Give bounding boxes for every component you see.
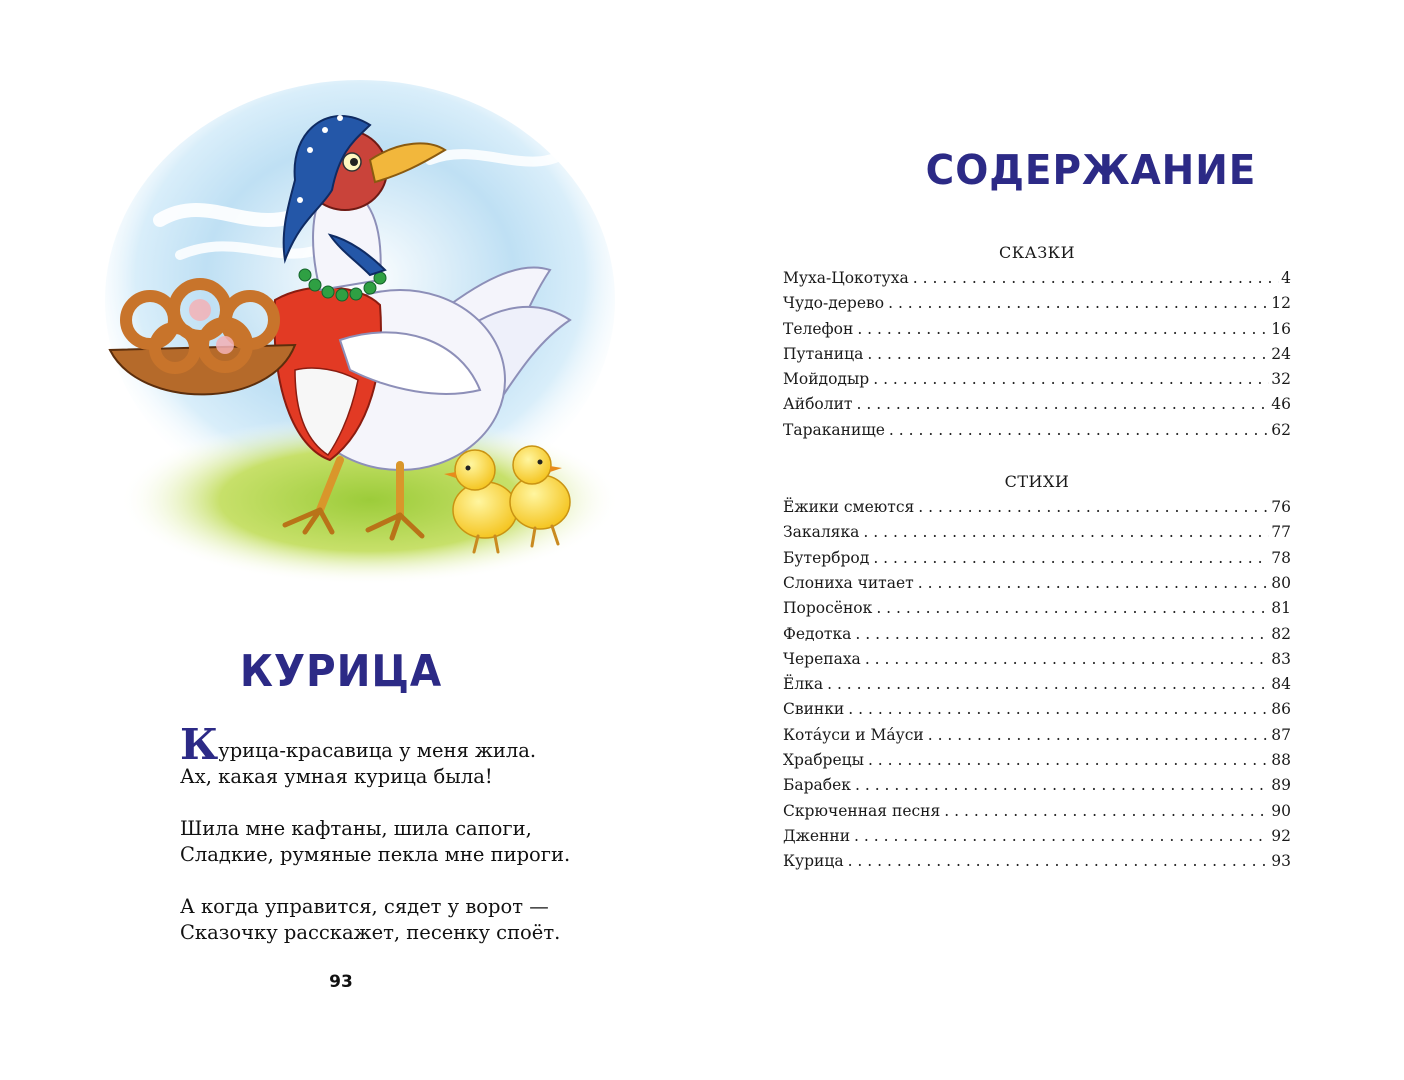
toc-leader-dots	[888, 291, 1269, 316]
toc-entry-page: 86	[1269, 697, 1291, 722]
toc-entry-title: Поросёнок	[783, 596, 876, 621]
toc-leader-dots	[873, 546, 1269, 571]
table-of-contents	[783, 240, 1291, 875]
toc-entry[interactable]	[783, 723, 1291, 748]
toc-entry-title: Скрюченная песня	[783, 799, 944, 824]
toc-entry-title: Федотка	[783, 622, 855, 647]
toc-leader-dots	[855, 622, 1269, 647]
toc-entry-title: Слониха читает	[783, 571, 918, 596]
toc-entry[interactable]	[783, 266, 1291, 291]
toc-entry-title: Черепаха	[783, 647, 865, 672]
toc-entry-page: 4	[1279, 266, 1291, 291]
toc-entry-page: 93	[1269, 849, 1291, 874]
poem-line: Сказочку расскажет, песенку споёт.	[180, 921, 561, 944]
toc-entry[interactable]	[783, 748, 1291, 773]
toc-entry-title: Барабек	[783, 773, 855, 798]
toc-leader-dots	[873, 367, 1269, 392]
toc-leader-dots	[848, 849, 1270, 874]
toc-entry-page: 88	[1269, 748, 1291, 773]
toc-leader-dots	[863, 520, 1269, 545]
section-gap	[783, 443, 1291, 469]
toc-entry[interactable]	[783, 622, 1291, 647]
toc-entry-page: 83	[1269, 647, 1291, 672]
toc-entry-title: Ёжики смеются	[783, 495, 918, 520]
toc-entry-page: 32	[1269, 367, 1291, 392]
toc-entry-title: Свинки	[783, 697, 848, 722]
toc-entry[interactable]	[783, 799, 1291, 824]
poem-line: Курица-красавица у меня жила.	[180, 720, 537, 769]
toc-leader-dots	[918, 571, 1270, 596]
toc-entry[interactable]	[783, 697, 1291, 722]
toc-entry[interactable]	[783, 392, 1291, 417]
toc-entry-page: 92	[1269, 824, 1291, 849]
toc-entry[interactable]	[783, 546, 1291, 571]
toc-entry[interactable]	[783, 773, 1291, 798]
toc-entry-title: Ёлка	[783, 672, 827, 697]
toc-entry-title: Закаляка	[783, 520, 863, 545]
toc-entry-title: Дженни	[783, 824, 854, 849]
toc-entry-page: 81	[1269, 596, 1291, 621]
toc-entry-page: 46	[1269, 392, 1291, 417]
toc-leader-dots	[867, 342, 1269, 367]
poem-text	[180, 720, 640, 972]
toc-leader-dots	[855, 773, 1269, 798]
toc-entry[interactable]	[783, 672, 1291, 697]
toc-entry[interactable]	[783, 520, 1291, 545]
toc-leader-dots	[918, 495, 1269, 520]
toc-entry-title: Курица	[783, 849, 848, 874]
toc-entry-title: Храбрецы	[783, 748, 868, 773]
toc-entry-page: 77	[1269, 520, 1291, 545]
drop-cap: К	[180, 720, 219, 769]
toc-entry-title: Чудо-дерево	[783, 291, 888, 316]
toc-leader-dots	[928, 723, 1270, 748]
toc-leader-dots	[944, 799, 1269, 824]
toc-entry[interactable]	[783, 367, 1291, 392]
toc-entry-page: 89	[1269, 773, 1291, 798]
toc-title: СОДЕРЖАНИЕ	[925, 146, 1257, 194]
toc-entry[interactable]	[783, 571, 1291, 596]
toc-entry-page: 62	[1269, 418, 1291, 443]
toc-entry-title: Тараканище	[783, 418, 889, 443]
toc-entry-title: Телефон	[783, 317, 857, 342]
stanza	[180, 894, 640, 946]
toc-leader-dots	[848, 697, 1269, 722]
toc-entry-page: 78	[1269, 546, 1291, 571]
toc-entry[interactable]	[783, 495, 1291, 520]
toc-entry-page: 82	[1269, 622, 1291, 647]
toc-section-heading: СТИХИ	[1004, 472, 1070, 492]
toc-entry-page: 24	[1269, 342, 1291, 367]
toc-entry[interactable]	[783, 317, 1291, 342]
poem-line: Сладкие, румяные пекла мне пироги.	[180, 843, 571, 866]
toc-entry-title: Айболит	[783, 392, 857, 417]
toc-entry[interactable]	[783, 647, 1291, 672]
toc-leader-dots	[865, 647, 1269, 672]
toc-entry-page: 84	[1269, 672, 1291, 697]
toc-entry-page: 80	[1269, 571, 1291, 596]
toc-entry[interactable]	[783, 824, 1291, 849]
stanza	[180, 816, 640, 868]
toc-entry-page: 16	[1269, 317, 1291, 342]
toc-section-heading: СКАЗКИ	[998, 243, 1076, 262]
poem-line: Шила мне кафтаны, шила сапоги,	[180, 817, 532, 840]
toc-entry-page: 12	[1269, 291, 1291, 316]
toc-entry-page: 87	[1269, 723, 1291, 748]
toc-entry-page: 90	[1269, 799, 1291, 824]
toc-entry-title: Мойдодыр	[783, 367, 873, 392]
toc-leader-dots	[913, 266, 1279, 291]
page-number: 93	[329, 972, 353, 992]
toc-entry[interactable]	[783, 596, 1291, 621]
toc-leader-dots	[854, 824, 1269, 849]
right-page	[702, 0, 1404, 1080]
toc-entry-title: Котáуси и Мáуси	[783, 723, 928, 748]
toc-entry[interactable]	[783, 849, 1291, 874]
toc-entry-title: Путаница	[783, 342, 867, 367]
poem-line: А когда управится, сядет у ворот —	[180, 895, 549, 918]
toc-leader-dots	[857, 392, 1270, 417]
toc-leader-dots	[868, 748, 1269, 773]
toc-leader-dots	[889, 418, 1269, 443]
toc-entry-title: Бутерброд	[783, 546, 873, 571]
toc-entry[interactable]	[783, 342, 1291, 367]
toc-entry[interactable]	[783, 418, 1291, 443]
stanza	[180, 720, 640, 790]
toc-leader-dots	[876, 596, 1269, 621]
toc-entry[interactable]	[783, 291, 1291, 316]
poem-title: КУРИЦА	[239, 646, 443, 697]
toc-entry-title: Муха-Цокотуха	[783, 266, 913, 291]
toc-leader-dots	[827, 672, 1269, 697]
hen-with-chicks-illustration	[100, 70, 620, 590]
toc-entry-page: 76	[1269, 495, 1291, 520]
poem-line: Ах, какая умная курица была!	[180, 765, 493, 788]
toc-leader-dots	[857, 317, 1269, 342]
